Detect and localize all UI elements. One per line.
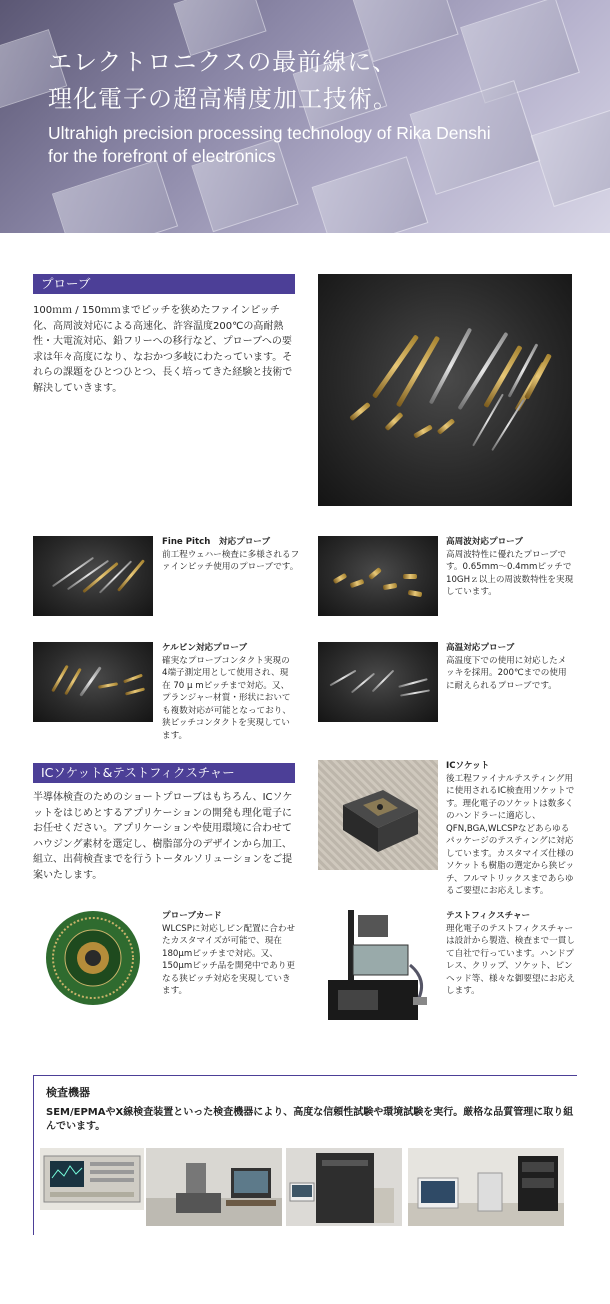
inspection-photo-sem bbox=[146, 1148, 282, 1226]
hero-title-en-line2: for the forefront of electronics bbox=[48, 146, 276, 166]
high-frequency-probe-title: 高周波対応プローブ bbox=[446, 537, 523, 547]
fine-pitch-probe-photo bbox=[33, 536, 153, 616]
ic-socket-text: 後工程ファイナルテスティング用に使用されるIC検査用ソケットです。理化電子のソケットは数多くのハンドラーに適応し、QFN,BGA,WLCSPなどあらゆるパッケージのテスティングに対応しています。カスタマイズ仕様のソケットも樹脂の選定から狭ピッチ、フルマトリックスまであらゆるご要望にお応えします。 bbox=[446, 773, 575, 896]
test-fixture-title: テストフィクスチャー bbox=[446, 911, 531, 921]
hero-title-ja-line2: 理化電子の超高精度加工技術。 bbox=[48, 85, 398, 113]
fine-pitch-probe-title: Fine Pitch 対応プローブ bbox=[162, 537, 271, 547]
socket-body: 半導体検査のためのショートプローブはもちろん、ICソケットをはじめとするアプリケーションの開発も理化電子にお任せください。アプリケーションや使用環境に合わせてハウジング素材を選定し、樹脂部分のデザインから加工、組立、出荷検査までを行うトータルソリューションをご提案いたします。 bbox=[33, 792, 293, 881]
high-temperature-probe-title: 高温対応プローブ bbox=[446, 643, 515, 653]
ic-socket-title: ICソケット bbox=[446, 761, 490, 771]
fine-pitch-probe-text: 前工程ウェハー検査に多様されるファインピッチ使用のプローブです。 bbox=[162, 549, 300, 572]
ic-socket-photo bbox=[318, 760, 438, 870]
socket-heading: ICソケット&テストフィクスチャー bbox=[33, 763, 295, 783]
high-frequency-probe-photo bbox=[318, 536, 438, 616]
high-frequency-probe-caption bbox=[446, 536, 574, 599]
inspection-photo-xray bbox=[286, 1148, 402, 1226]
kelvin-probe-caption bbox=[162, 642, 294, 742]
inspection-photo-chamber bbox=[408, 1148, 564, 1226]
test-fixture-text: 理化電子のテストフィクスチャーは設計から製造、検査まで一貫して自社で行っています。ハンドプレス、クリップ、ソケット、ピンヘッド等、様々な御要望にお応えします。 bbox=[446, 923, 575, 996]
probe-card-text: WLCSPに対応しピン配置に合わせたカスタマイズが可能で、現在180μmピッチまで対応。又、150μmピッチ品を開発中であり更なる狭ピッチ対応を実現していきます。 bbox=[162, 923, 296, 996]
hero-banner bbox=[0, 0, 610, 233]
fine-pitch-probe-caption bbox=[162, 536, 302, 574]
ic-socket-caption bbox=[446, 760, 576, 898]
inspection-body: SEM/EPMAやX線検査装置といった検査機器により、高度な信頼性試験や環境試験を実行。厳格な品質管理に取り組んでいます。 bbox=[46, 1107, 574, 1132]
test-fixture-photo bbox=[318, 905, 438, 1030]
inspection-heading: 検査機器 bbox=[46, 1086, 90, 1099]
probe-card-photo bbox=[33, 910, 153, 1005]
probe-heading: プローブ bbox=[33, 274, 295, 294]
probe-main-photo bbox=[318, 274, 572, 506]
inspection-photo-analyzer bbox=[40, 1148, 144, 1210]
probe-card-title: プローブカード bbox=[162, 911, 222, 921]
kelvin-probe-title: ケルビン対応プローブ bbox=[162, 643, 248, 653]
test-fixture-caption bbox=[446, 910, 576, 998]
high-frequency-probe-text: 高周波特性に優れたプローブです。0.65mm〜0.4mmピッチで10GHｚ以上の周波数特性を実現しています。 bbox=[446, 549, 574, 597]
kelvin-probe-photo bbox=[33, 642, 153, 722]
hero-title-ja bbox=[48, 44, 398, 118]
high-temperature-probe-caption bbox=[446, 642, 574, 692]
hero-title-ja-line1: エレクトロニクスの最前線に、 bbox=[48, 48, 398, 76]
probe-body: 100ｍｍ / 150ｍｍまでピッチを狭めたファインピッチ化、高周波対応による高速化、許容温度200℃の高耐熱性・大電流対応、鉛フリーへの移行など、プローブへの要求は年々高度になり、なおかつ多岐にわたっています。それらの課題をひとつひとつ、長く培ってきた経験と技術で解決していきます。 bbox=[33, 305, 293, 394]
hero-title-en-line1: Ultrahigh precision processing technology of Rika Denshi bbox=[48, 123, 491, 143]
high-temperature-probe-text: 高温度下での使用に対応したメッキを採用。200℃までの使用に耐えられるプローブです。 bbox=[446, 655, 567, 691]
high-temperature-probe-photo bbox=[318, 642, 438, 722]
probe-card-caption bbox=[162, 910, 297, 998]
kelvin-probe-text: 確実なプローブコンタクト実現の4端子測定用として使用され、現在 70 μ mピッチまで対応。又、プランジャー材質・形状においても複数対応が可能となっており、狭ピッチコンタクトを実現しています。 bbox=[162, 655, 291, 741]
hero-title-en bbox=[48, 122, 491, 168]
